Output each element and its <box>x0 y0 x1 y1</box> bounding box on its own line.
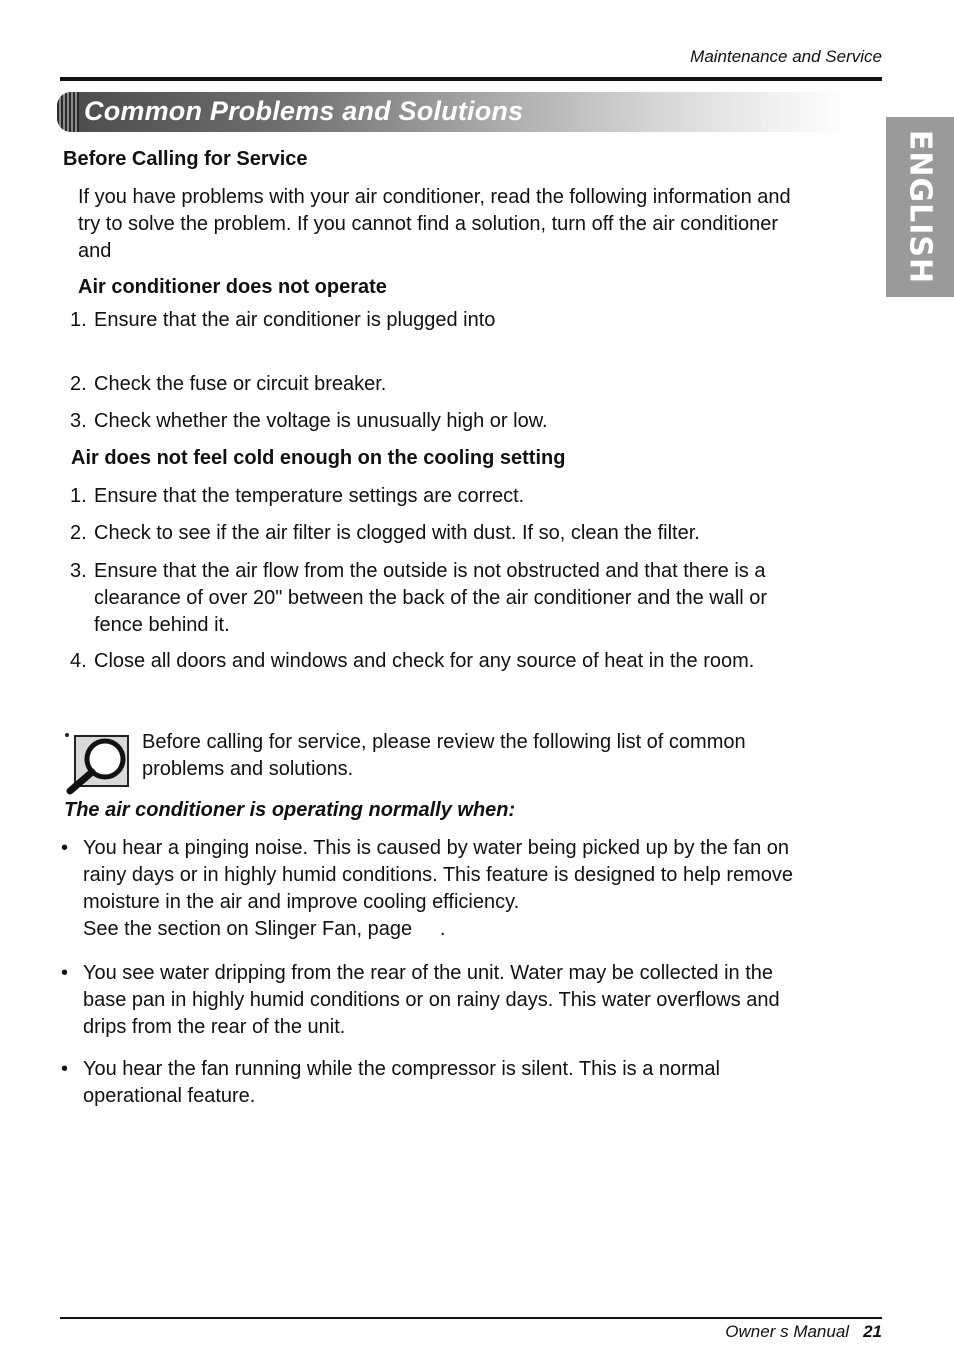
before-calling-heading: Before Calling for Service <box>63 148 308 170</box>
item-number: 4. <box>70 650 87 672</box>
bullet-text <box>83 1056 883 1110</box>
bullet-line: operational feature. <box>83 1085 256 1107</box>
bullet-line: moisture in the air and improve cooling efficiency. <box>83 891 520 913</box>
item-text: Ensure that the air conditioner is plugged into <box>94 309 496 331</box>
bullet-dot: • <box>61 1058 69 1080</box>
bullet-line: See the section on Slinger Fan, page . <box>83 918 446 940</box>
note-line: problems and solutions. <box>142 758 354 780</box>
item-text: Close all doors and windows and check for any source of heat in the room. <box>94 650 755 672</box>
footer <box>600 1322 882 1342</box>
item-text <box>94 558 884 639</box>
footer-manual-label: Owner s Manual <box>725 1322 850 1341</box>
bullet-line: base pan in highly humid conditions or on rainy days. This water overflows and <box>83 989 780 1011</box>
title-bar <box>57 92 847 132</box>
item-line: fence behind it. <box>94 614 230 636</box>
item-number: 3. <box>70 410 87 432</box>
bullet-line: You hear the fan running while the compressor is silent. This is a normal <box>83 1058 721 1080</box>
item-number: 2. <box>70 522 87 544</box>
bullet-line: You hear a pinging noise. This is caused by water being picked up by the fan on <box>83 837 790 859</box>
page-number: 21 <box>863 1322 882 1341</box>
bullet-dot: • <box>61 962 69 984</box>
normal-heading: The air conditioner is operating normally when: <box>64 799 516 821</box>
note-text <box>142 729 862 783</box>
bullet-text <box>83 960 883 1041</box>
item-text: Check to see if the air filter is clogged with dust. If so, clean the filter. <box>94 522 700 544</box>
not-operate-heading: Air conditioner does not operate <box>78 276 387 298</box>
intro-line: If you have problems with your air conditioner, read the following information and <box>78 186 791 208</box>
bottom-rule <box>60 1317 882 1319</box>
item-number: 1. <box>70 309 87 331</box>
not-cold-heading: Air does not feel cold enough on the cooling setting <box>71 447 566 469</box>
bullet-line: drips from the rear of the unit. <box>83 1016 346 1038</box>
bullet-line: You see water dripping from the rear of the unit. Water may be collected in the <box>83 962 773 984</box>
top-rule <box>60 77 882 81</box>
section-label: Maintenance and Service <box>690 47 882 66</box>
item-text: Check the fuse or circuit breaker. <box>94 373 387 395</box>
language-tab <box>886 117 954 297</box>
item-number: 3. <box>70 560 87 582</box>
bullet-dot: • <box>61 837 69 859</box>
title-stripes <box>57 92 79 132</box>
item-number: 1. <box>70 485 87 507</box>
page-title: Common Problems and Solutions <box>84 96 524 126</box>
item-line: clearance of over 20" between the back of the air conditioner and the wall or <box>94 587 768 609</box>
bullet-line: rainy days or in highly humid conditions. This feature is designed to help remove <box>83 864 794 886</box>
intro-line: try to solve the problem. If you cannot find a solution, turn off the air conditioner <box>78 213 779 235</box>
note-line: Before calling for service, please review the following list of common <box>142 731 746 753</box>
language-tab-label: ENGLISH <box>902 129 938 285</box>
intro-line: and <box>78 240 112 262</box>
bullet-text <box>83 835 883 943</box>
intro-paragraph <box>78 184 888 265</box>
magnifier-icon <box>74 735 129 787</box>
item-line: Ensure that the air flow from the outside is not obstructed and that there is a <box>94 560 766 582</box>
item-number: 2. <box>70 373 87 395</box>
item-text: Ensure that the temperature settings are correct. <box>94 485 525 507</box>
item-text: Check whether the voltage is unusually high or low. <box>94 410 548 432</box>
